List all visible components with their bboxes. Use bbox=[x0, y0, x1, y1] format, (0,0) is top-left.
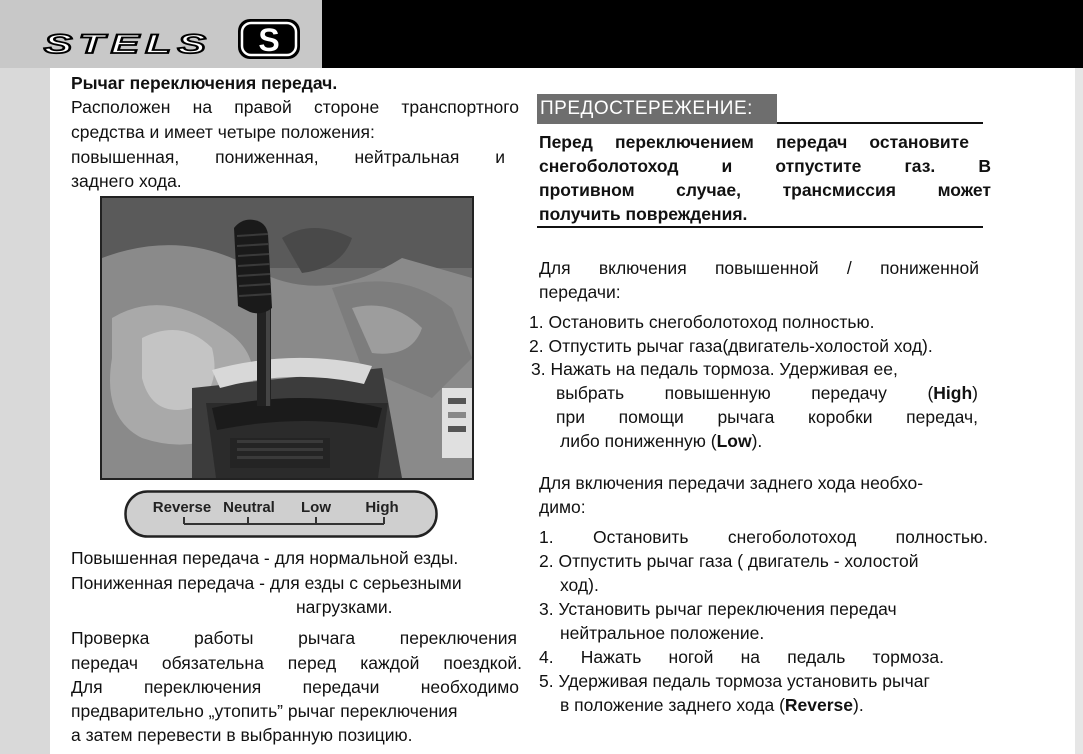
reverse-step: 5. Удерживая педаль тормоза установить рычаг bbox=[539, 671, 930, 691]
reverse-step bbox=[560, 693, 864, 718]
high-low-step: при помощи рычага коробки передач, bbox=[556, 407, 978, 427]
warning-line: получить повреждения. bbox=[539, 204, 748, 224]
warning-line: противном случае, трансмиссия может bbox=[539, 180, 991, 200]
left-margin bbox=[0, 68, 50, 754]
step-text: ). bbox=[751, 431, 763, 451]
intro-line: повышенная, пониженная, нейтральная и bbox=[71, 147, 505, 167]
gear-note: Пониженная передача - для езды с серьезными bbox=[71, 573, 462, 593]
step-text: ). bbox=[853, 695, 864, 715]
high-low-intro: передачи: bbox=[539, 282, 621, 302]
stels-logo bbox=[28, 24, 228, 58]
check-line: передач обязательна перед каждой поездкой. bbox=[71, 653, 522, 673]
reverse-step: 1. Остановить снегоболотоход полностью. bbox=[539, 527, 988, 547]
section-title: Рычаг переключения передач. bbox=[71, 73, 338, 93]
stels-badge-logo bbox=[236, 17, 302, 61]
reverse-step: ход). bbox=[560, 575, 599, 595]
reverse-step: 3. Установить рычаг переключения передач bbox=[539, 599, 897, 619]
step-text: выбрать повышенную передачу ( bbox=[556, 383, 934, 403]
gear-high-label: High bbox=[933, 383, 973, 403]
svg-text:S: S bbox=[258, 22, 280, 58]
check-line: Проверка работы рычага переключения bbox=[71, 628, 517, 648]
reverse-intro: Для включения передачи заднего хода необхо- bbox=[539, 473, 924, 493]
svg-text:STELS: STELS bbox=[43, 28, 213, 58]
reverse-step: 2. Отпустить рычаг газа ( двигатель - холостой bbox=[539, 551, 919, 571]
reverse-intro: димо: bbox=[539, 497, 586, 517]
check-line: предварительно „утопить” рычаг переключения bbox=[71, 701, 458, 721]
right-margin bbox=[1075, 68, 1083, 754]
high-low-step bbox=[560, 429, 762, 454]
check-line: а затем перевести в выбранную позицию. bbox=[71, 725, 413, 745]
warning-rule-bottom bbox=[537, 226, 983, 228]
intro-line: Расположен на правой стороне транспортного bbox=[71, 97, 519, 117]
check-line: Для переключения передачи необходимо bbox=[71, 677, 519, 697]
gear-low-label: Low bbox=[716, 431, 752, 451]
high-low-step bbox=[556, 381, 978, 406]
intro-line: средства и имеет четыре положения: bbox=[71, 122, 375, 142]
gear-label-high: High bbox=[365, 499, 399, 516]
reverse-step: 4. Нажать ногой на педаль тормоза. bbox=[539, 647, 944, 667]
high-low-step: 1. Остановить снегоболотоход полностью. bbox=[529, 312, 875, 332]
gear-lever-photo bbox=[100, 196, 474, 480]
gear-reverse-label: Reverse bbox=[784, 695, 854, 715]
gear-note: Повышенная передача - для нормальной езды. bbox=[71, 548, 459, 568]
step-text: либо пониженную ( bbox=[560, 431, 717, 451]
gear-label-reverse: Reverse bbox=[152, 499, 212, 516]
intro-line: заднего хода. bbox=[71, 171, 182, 191]
step-text: в положение заднего хода ( bbox=[560, 695, 785, 715]
gear-label-low: Low bbox=[301, 499, 331, 516]
gear-position-indicator bbox=[124, 490, 438, 538]
gear-note: нагрузками. bbox=[296, 597, 393, 617]
warning-heading: ПРЕДОСТЕРЕЖЕНИЕ: bbox=[537, 94, 777, 124]
reverse-step: нейтральное положение. bbox=[560, 623, 765, 643]
step-text: ) bbox=[972, 383, 978, 403]
gear-label-neutral: Neutral bbox=[223, 499, 275, 516]
header-bar bbox=[322, 0, 1083, 68]
gear-lever-illustration bbox=[102, 198, 472, 478]
high-low-step: 2. Отпустить рычаг газа(двигатель-холостой ход). bbox=[529, 336, 933, 356]
high-low-step: 3. Нажать на педаль тормоза. Удерживая ее, bbox=[531, 359, 898, 379]
warning-rule-top bbox=[777, 122, 983, 124]
high-low-intro: Для включения повышенной / пониженной bbox=[539, 258, 979, 278]
warning-line: Перед переключением передач остановите bbox=[539, 132, 969, 152]
warning-line: снегоболотоход и отпустите газ. В bbox=[539, 156, 991, 176]
